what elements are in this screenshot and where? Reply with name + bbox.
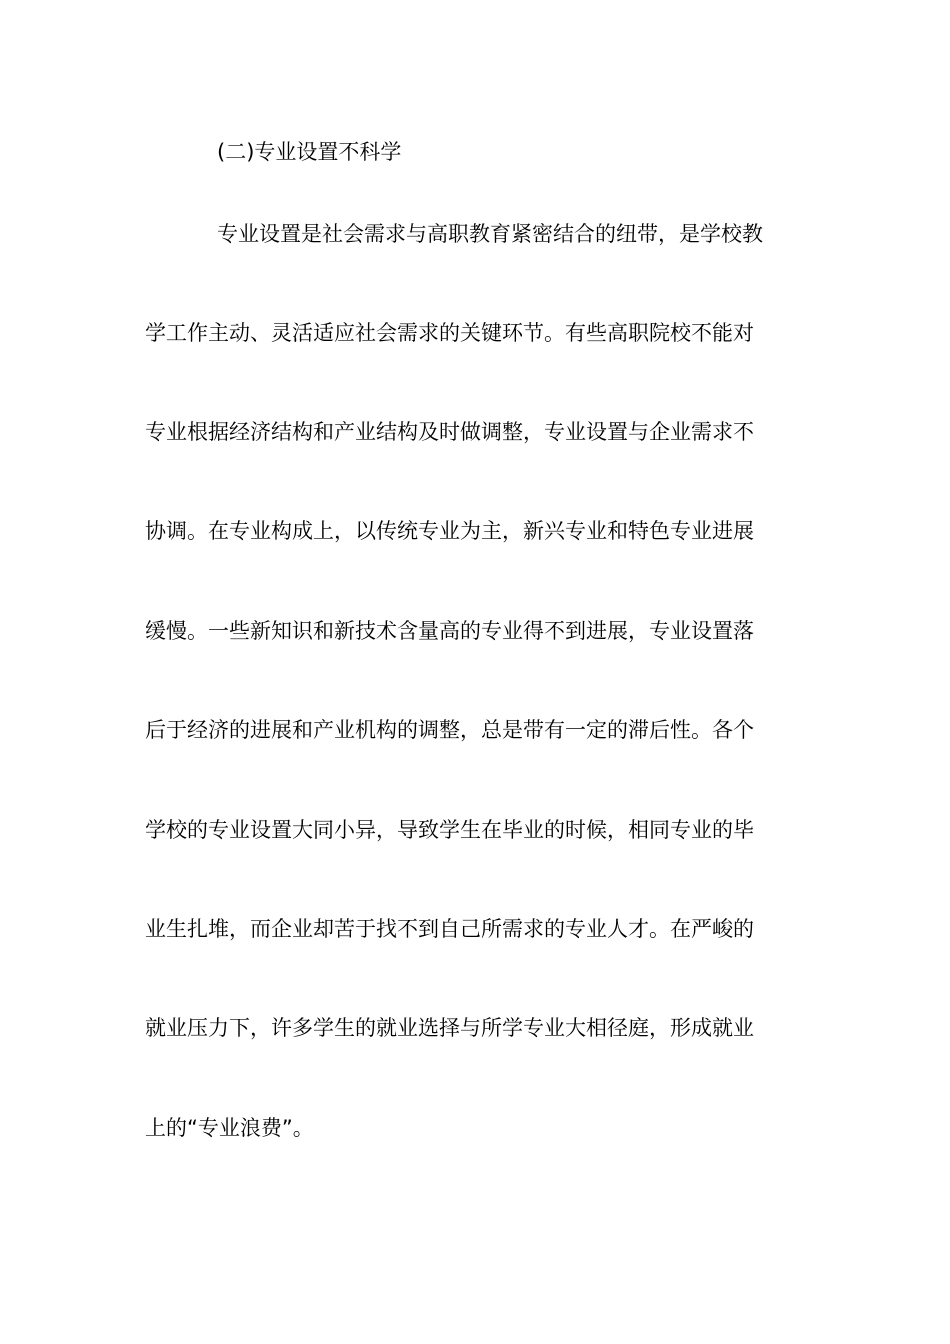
paragraph-line: 上的“专业浪费”。 [145, 1116, 314, 1140]
section-heading: (二)专业设置不科学 [217, 140, 402, 164]
paragraph-line: 学工作主动、灵活适应社会需求的关键环节。有些高职院校不能对 [145, 321, 754, 345]
paragraph-line: 业生扎堆，而企业却苦于找不到自己所需求的专业人才。在严峻的 [145, 917, 754, 941]
paragraph-line: 专业设置是社会需求与高职教育紧密结合的纽带，是学校教 [217, 222, 763, 246]
paragraph-line: 协调。在专业构成上，以传统专业为主，新兴专业和特色专业进展 [145, 519, 754, 543]
paragraph-line: 学校的专业设置大同小异，导致学生在毕业的时候，相同专业的毕 [145, 818, 754, 842]
paragraph-line: 就业压力下，许多学生的就业选择与所学专业大相径庭，形成就业 [145, 1016, 754, 1040]
paragraph-line: 专业根据经济结构和产业结构及时做调整，专业设置与企业需求不 [145, 420, 754, 444]
paragraph-line: 缓慢。一些新知识和新技术含量高的专业得不到进展，专业设置落 [145, 619, 754, 643]
paragraph-line: 后于经济的进展和产业机构的调整，总是带有一定的滞后性。各个 [145, 718, 754, 742]
